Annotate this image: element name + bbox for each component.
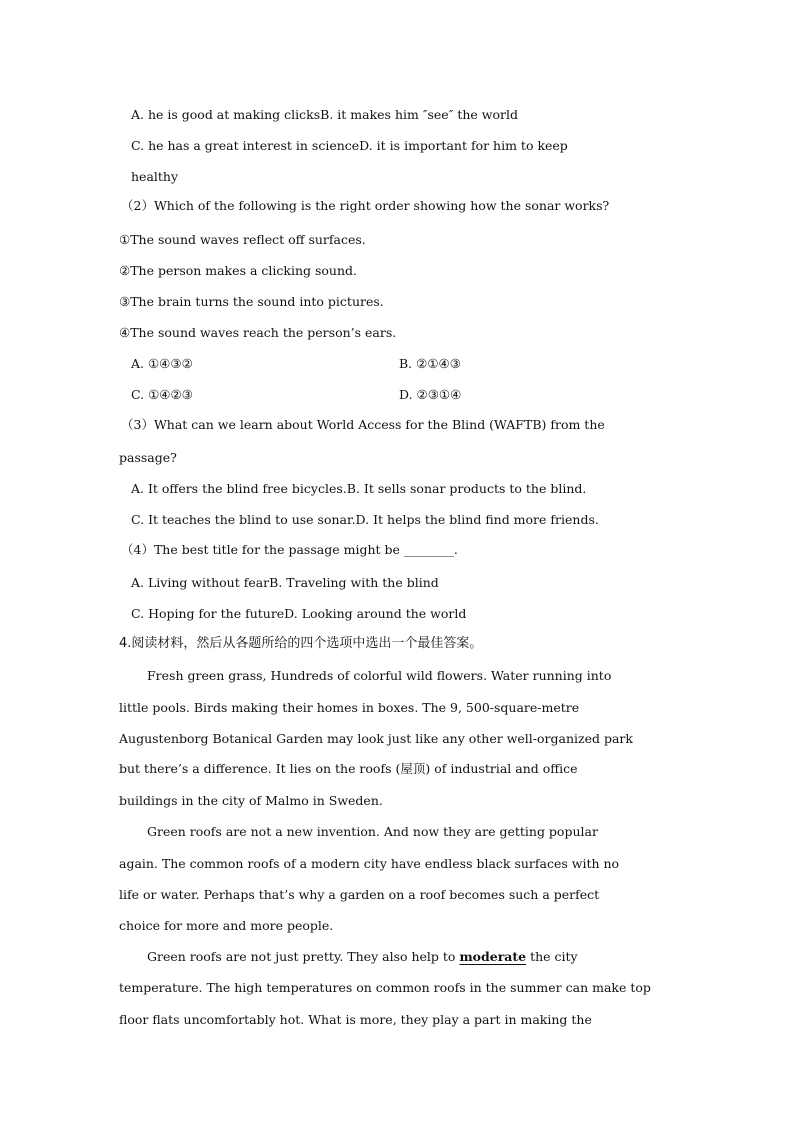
para1-line-3: Augustenborg Botanical Garden may look just like any other well-organized park [119, 731, 633, 746]
q1-option-ab: A. he is good at making clicksB. it makes him ″see″ the world [131, 107, 518, 122]
q2-step-2: ②The person makes a clicking sound. [119, 263, 358, 278]
para2-line-4: choice for more and more people. [119, 918, 334, 933]
para2-line-3: life or water. Perhaps that’s why a garden on a roof becomes such a perfect [119, 887, 600, 902]
para3-line-3: floor flats uncomfortably hot. What is more, they play a part in making the [119, 1012, 592, 1027]
q1-option-cd-continuation: healthy [131, 169, 179, 184]
q4-option-cd: C. Hoping for the futureD. Looking around the world [131, 606, 467, 621]
underlined-keyword: moderate [459, 949, 527, 964]
para1-line-5: buildings in the city of Malmo in Sweden. [119, 793, 383, 808]
section-heading: 4.阅读材料，然后从各题所给的四个选项中选出一个最佳答案。 [119, 636, 483, 651]
q2-option-a: A. ①④③② [131, 356, 193, 371]
q2-stem: （2）Which of the following is the right order showing how the sonar works? [121, 198, 610, 213]
q2-option-b: B. ②①④③ [399, 356, 461, 371]
para1-line-2: little pools. Birds making their homes in boxes. The 9, 500-square-metre [119, 700, 580, 715]
para1-line-4: but there’s a difference. It lies on the roofs (屋顶) of industrial and office [119, 761, 578, 776]
q2-option-c: C. ①④②③ [131, 387, 193, 402]
q4-stem: （4）The best title for the passage might be ________. [121, 542, 458, 557]
para1-line-1: Fresh green grass, Hundreds of colorful wild flowers. Water running into [147, 668, 612, 683]
para3-line-1 [147, 949, 578, 965]
q3-stem: （3）What can we learn about World Access for the Blind (WAFTB) from the [121, 417, 605, 432]
q3-stem-continuation: passage? [119, 450, 177, 465]
para3-line-2: temperature. The high temperatures on common roofs in the summer can make top [119, 980, 651, 995]
q2-step-3: ③The brain turns the sound into pictures. [119, 294, 384, 309]
q3-option-cd: C. It teaches the blind to use sonar.D. It helps the blind find more friends. [131, 512, 599, 527]
para2-line-2: again. The common roofs of a modern city have endless black surfaces with no [119, 856, 620, 871]
q2-option-d: D. ②③①④ [399, 387, 462, 402]
q3-option-ab: A. It offers the blind free bicycles.B. It sells sonar products to the blind. [131, 481, 587, 496]
para3-text-after: the city [526, 949, 578, 964]
para2-line-1: Green roofs are not a new invention. And now they are getting popular [147, 824, 598, 839]
q4-option-ab: A. Living without fearB. Traveling with the blind [131, 575, 439, 590]
para3-text-before: Green roofs are not just pretty. They also help to [147, 949, 460, 964]
q1-option-cd: C. he has a great interest in scienceD. it is important for him to keep [131, 138, 568, 153]
q2-step-4: ④The sound waves reach the person’s ears. [119, 325, 397, 340]
q2-step-1: ①The sound waves reflect off surfaces. [119, 232, 366, 247]
